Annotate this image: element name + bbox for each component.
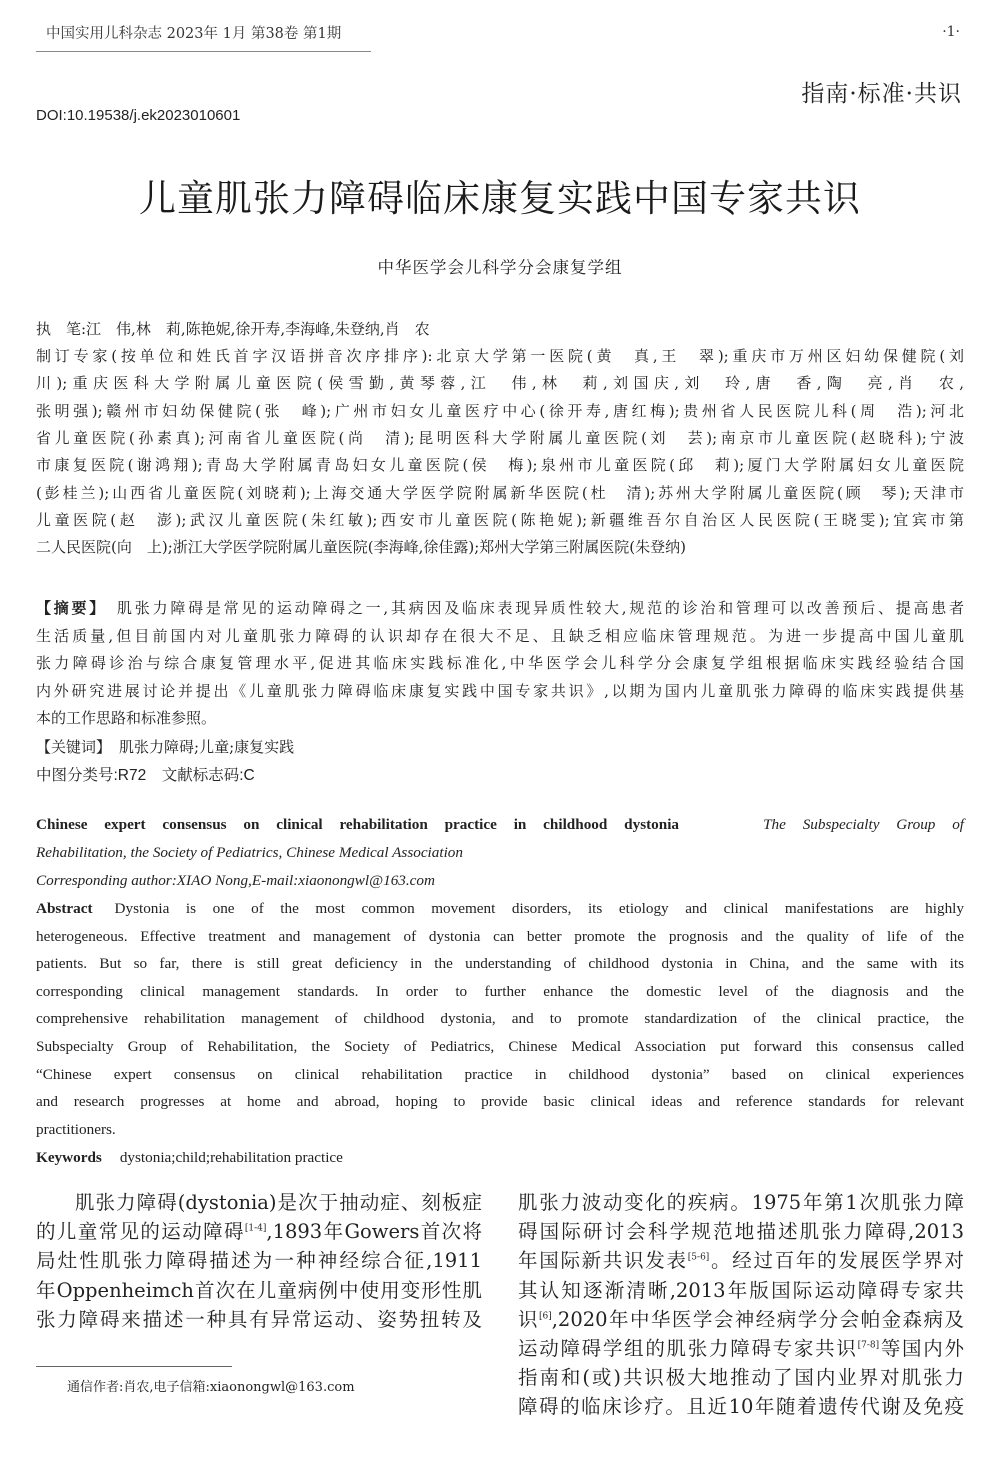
abstract-en-text: Dystonia is one of the most common movement disorders, its etiology and clinical manifestations are highly xyxy=(114,900,964,917)
abstract-cn-text: 本的工作思路和标准参照。 xyxy=(36,709,217,727)
body-text: 年Oppenheimch首次在儿童病例中使用变形性肌 xyxy=(36,1278,482,1302)
page-number: ·1· xyxy=(942,24,960,40)
body-text: ,2020年中华医学会神经病学分会帕金森病及 xyxy=(551,1307,964,1331)
abstract-en-line xyxy=(36,928,964,946)
journal-header: 中国实用儿科杂志 2023年 1月 第38卷 第1期 xyxy=(46,26,342,42)
keywords-cn-label: 【关键词】 xyxy=(36,739,112,756)
header-divider xyxy=(36,51,371,52)
abstract-en-line xyxy=(36,1066,964,1084)
citation-ref: [6] xyxy=(538,1311,552,1322)
abstract-en-label: Abstract xyxy=(36,900,93,917)
abstract-cn-line xyxy=(36,625,964,646)
abstract-cn-text: 张力障碍诊治与综合康复管理水平,促进其临床实践标准化,中华医学会儿科学分会康复学组根据临床实践经验结合国 xyxy=(36,654,964,672)
body-text: 障碍的临床诊疗。且近10年随着遗传代谢及免疫 xyxy=(518,1395,964,1419)
abstract-en-text: heterogeneous. Effective treatment and management of dystonia can better promote the prognosis and the quality of life of the xyxy=(36,927,964,945)
english-corresponding: Corresponding author:XIAO Nong,E-mail:xiaonongwl@163.com xyxy=(36,872,435,889)
doi[interactable]: DOI:10.19538/j.ek2023010601 xyxy=(36,107,241,124)
abstract-en-line xyxy=(36,955,964,973)
keywords-cn xyxy=(36,736,964,757)
abstract-en-line xyxy=(36,1010,964,1028)
keywords-cn-value: 肌张力障碍;儿童;康复实践 xyxy=(119,738,295,756)
experts-line: (彭桂兰);山西省儿童医院(刘晓莉);上海交通大学医学院附属新华医院(杜 清);苏州大学附属儿童医院(顾 琴);天津市 xyxy=(36,483,964,502)
english-title-line xyxy=(36,816,964,834)
body-line xyxy=(36,1275,482,1303)
body-line xyxy=(36,1245,482,1273)
abstract-cn-text: 生活质量,但目前国内对儿童肌张力障碍的认识却存在很大不足、且缺乏相应临床管理规范。为进一步提高中国儿童肌 xyxy=(36,626,964,645)
abstract-en-line xyxy=(36,900,964,918)
abstract-en-text: and research progresses at home and abroad, hoping to provide basic clinical ideas and reference standards for relevant xyxy=(36,1093,964,1111)
body-text: 肌张力障碍(dystonia)是次于抽动症、刻板症 xyxy=(75,1191,482,1214)
experts-line: 市康复医院(谢鸿翔);青岛大学附属青岛妇女儿童医院(侯 梅);泉州市儿童医院(邱 莉);厦门大学附属妇女儿童医院 xyxy=(36,456,964,475)
body-line xyxy=(518,1187,964,1215)
body-line xyxy=(36,1304,482,1332)
english-group-line2: Rehabilitation, the Society of Pediatrics, Chinese Medical Association xyxy=(36,844,463,861)
body-line xyxy=(518,1245,964,1273)
author-group: 中华医学会儿科学分会康复学组 xyxy=(377,258,623,277)
body-line xyxy=(75,1187,482,1215)
abstract-cn-text: 内外研究进展讨论并提出《儿童肌张力障碍临床康复实践中国专家共识》,以期为国内儿童肌张力障碍的临床实践提供基 xyxy=(36,681,964,700)
abstract-en-line xyxy=(36,983,964,1001)
column-tag: 指南·标准·共识 xyxy=(801,81,962,107)
citation-ref: [7-8] xyxy=(857,1340,880,1351)
abstract-cn-line xyxy=(36,597,964,618)
body-text: 。经过百年的发展医学界对 xyxy=(709,1249,964,1273)
body-text: 张力障碍来描述一种具有异常运动、姿势扭转及 xyxy=(36,1307,482,1331)
body-text: 碍国际研讨会科学规范地描述肌张力障碍,2013 xyxy=(518,1220,964,1244)
body-text: ,1893年Gowers首次将 xyxy=(266,1220,482,1244)
experts-line: 二人民医院(向 上);浙江大学医学院附属儿童医院(李海峰,徐佳露);郑州大学第三附属医院(朱登纳) xyxy=(36,538,686,557)
abstract-en-text: “Chinese expert consensus on clinical rehabilitation practice in childhood dystonia” based on clinical experiences xyxy=(36,1065,964,1083)
article-title: 儿童肌张力障碍临床康复实践中国专家共识 xyxy=(139,178,861,219)
abstract-en-text: patients. But so far, there is still great deficiency in the understanding of childhood dystonia in China, and the same with its xyxy=(36,955,964,973)
footnote-divider xyxy=(36,1366,232,1367)
abstract-cn-line xyxy=(36,652,964,673)
body-text: 指南和(或)共识极大地推动了国内业界对肌张力 xyxy=(518,1366,964,1390)
abstract-cn-label: 【摘要】 xyxy=(36,600,108,617)
body-text: 肌张力波动变化的疾病。1975年第1次肌张力障 xyxy=(518,1191,964,1214)
experts-line: 张明强);赣州市妇幼保健院(张 峰);广州市妇女儿童医疗中心(徐开寿,唐红梅);贵州省人民医院儿科(周 浩);河北 xyxy=(36,401,964,420)
body-text: 的儿童常见的运动障碍 xyxy=(36,1220,245,1244)
citation-ref: [5-6] xyxy=(687,1252,710,1263)
experts-line: 儿童医院(赵 澎);武汉儿童医院(朱红敏);西安市儿童医院(陈艳妮);新疆维吾尔自治区人民医院(王晓雯);宜宾市第 xyxy=(36,510,964,529)
body-text: 年国际新共识发表 xyxy=(518,1249,688,1273)
abstract-en-text: Subspecialty Group of Rehabilitation, the Society of Pediatrics, Chinese Medical Association put forward this consensus called xyxy=(36,1038,964,1055)
abstract-cn-text: 肌张力障碍是常见的运动障碍之一,其病因及临床表现异质性较大,规范的诊治和管理可以改善预后、提高患者 xyxy=(117,599,964,617)
abstract-en-text: comprehensive rehabilitation management of childhood dystonia, and to promote standardization of the clinical practice, the xyxy=(36,1010,964,1028)
abstract-en-line xyxy=(36,1121,964,1139)
body-line xyxy=(518,1333,964,1361)
writers-line: 执 笔:江 伟,林 莉,陈艳妮,徐开寿,李海峰,朱登纳,肖 农 xyxy=(36,320,430,338)
body-line xyxy=(518,1362,964,1390)
body-text: 其认知逐渐清晰,2013年版国际运动障碍专家共 xyxy=(518,1278,964,1302)
body-line xyxy=(518,1216,964,1244)
body-text: 等国内外 xyxy=(879,1337,964,1360)
keywords-en-label: Keywords xyxy=(36,1149,102,1166)
keywords-en xyxy=(36,1149,343,1167)
footnote: 通信作者:肖农,电子信箱:xiaonongwl@163.com xyxy=(67,1380,355,1395)
body-line xyxy=(518,1391,964,1419)
keywords-en-value: dystonia;child;rehabilitation practice xyxy=(119,1149,343,1166)
body-text: 识 xyxy=(518,1307,539,1331)
classification: 中图分类号:R72 文献标志码:C xyxy=(36,767,255,784)
body-text: 运动障碍学组的肌张力障碍专家共识 xyxy=(518,1337,858,1360)
abstract-cn-line xyxy=(36,680,964,701)
abstract-en-line xyxy=(36,1093,964,1111)
english-group-line1: The Subspecialty Group of xyxy=(763,816,965,833)
body-text: 局灶性肌张力障碍描述为一种神经综合征,1911 xyxy=(36,1249,482,1273)
abstract-en-text: practitioners. xyxy=(36,1120,116,1138)
abstract-en-line xyxy=(36,1038,964,1056)
abstract-cn-line xyxy=(36,707,964,728)
citation-ref: [1-4] xyxy=(244,1223,267,1234)
experts-line: 制订专家(按单位和姓氏首字汉语拼音次序排序):北京大学第一医院(黄 真,王 翠);重庆市万州区妇幼保健院(刘 xyxy=(36,347,964,365)
experts-line: 川);重庆医科大学附属儿童医院(侯雪勤,黄琴蓉,江 伟,林 莉,刘国庆,刘 玲,唐 香,陶 亮,肖 农, xyxy=(36,374,964,393)
abstract-en-text: corresponding clinical management standards. In order to further enhance the domestic level of the diagnosis and the xyxy=(36,982,964,1000)
experts-line: 省儿童医院(孙素真);河南省儿童医院(尚 清);昆明医科大学附属儿童医院(刘 芸);南京市儿童医院(赵晓科);宁波 xyxy=(36,428,964,447)
body-line xyxy=(36,1216,482,1244)
body-line xyxy=(518,1275,964,1303)
body-line xyxy=(518,1304,964,1332)
english-title: Chinese expert consensus on clinical rehabilitation practice in childhood dystonia xyxy=(36,816,680,833)
